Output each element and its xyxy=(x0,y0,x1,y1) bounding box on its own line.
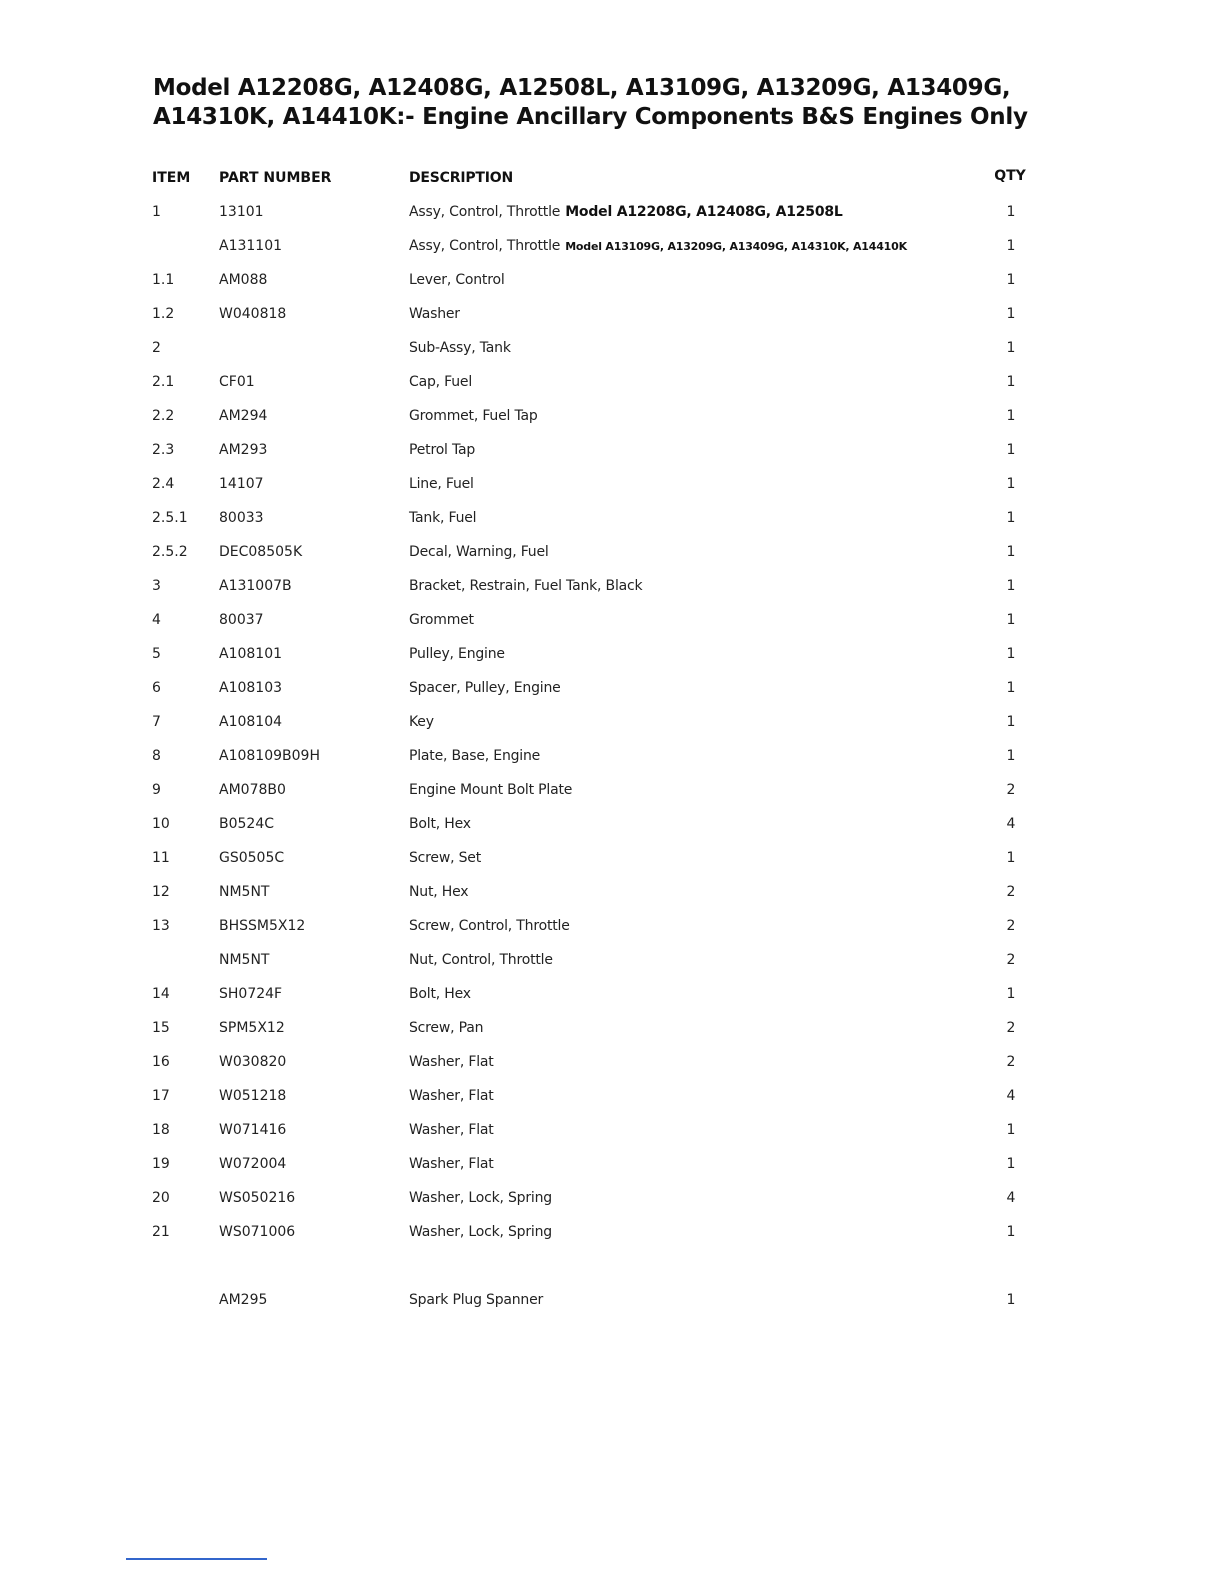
quantity: 1 xyxy=(1006,238,1016,254)
description-text: Line, Fuel xyxy=(409,476,474,492)
description-text: Decal, Warning, Fuel xyxy=(409,544,549,560)
table-row xyxy=(0,916,1224,936)
table-row xyxy=(0,780,1224,800)
item-number: 19 xyxy=(152,1156,170,1172)
part-number: WS071006 xyxy=(219,1224,296,1240)
description-text: Bolt, Hex xyxy=(409,986,471,1002)
description-text: Washer, Lock, Spring xyxy=(409,1224,552,1240)
table-row xyxy=(0,1120,1224,1140)
quantity: 1 xyxy=(1006,306,1016,322)
table-row xyxy=(0,814,1224,834)
part-number: SH0724F xyxy=(219,986,283,1002)
part-description xyxy=(409,542,549,562)
description-text: Bracket, Restrain, Fuel Tank, Black xyxy=(409,578,643,594)
column-header-item: ITEM xyxy=(152,170,191,186)
item-number: 18 xyxy=(152,1122,170,1138)
part-description xyxy=(409,406,538,426)
table-row xyxy=(0,1222,1224,1242)
footer-rule xyxy=(126,1558,267,1560)
item-number: 2.1 xyxy=(152,374,175,390)
table-row xyxy=(0,712,1224,732)
description-text: Tank, Fuel xyxy=(409,510,477,526)
item-number: 1.2 xyxy=(152,306,175,322)
quantity: 1 xyxy=(1006,578,1016,594)
column-header-description: DESCRIPTION xyxy=(409,170,513,186)
quantity: 2 xyxy=(1006,1020,1016,1036)
table-row xyxy=(0,440,1224,460)
part-number: W071416 xyxy=(219,1122,287,1138)
quantity: 2 xyxy=(1006,1054,1016,1070)
table-row xyxy=(0,338,1224,358)
table-row xyxy=(0,542,1224,562)
part-number: SPM5X12 xyxy=(219,1020,285,1036)
quantity: 1 xyxy=(1006,510,1016,526)
part-number: W072004 xyxy=(219,1156,287,1172)
item-number: 8 xyxy=(152,748,161,764)
quantity: 1 xyxy=(1006,544,1016,560)
part-description xyxy=(409,338,511,358)
part-number: W051218 xyxy=(219,1088,287,1104)
table-row xyxy=(0,950,1224,970)
quantity: 1 xyxy=(1006,340,1016,356)
table-row xyxy=(0,644,1224,664)
part-number: DEC08505K xyxy=(219,544,303,560)
quantity: 2 xyxy=(1006,918,1016,934)
item-number: 2 xyxy=(152,340,161,356)
part-number: AM295 xyxy=(219,1292,268,1308)
quantity: 1 xyxy=(1006,374,1016,390)
part-description xyxy=(409,270,505,290)
part-number: A108103 xyxy=(219,680,283,696)
part-description xyxy=(409,1290,543,1310)
part-description xyxy=(409,576,642,596)
description-text: Screw, Set xyxy=(409,850,481,866)
table-row xyxy=(0,848,1224,868)
table-row xyxy=(0,610,1224,630)
part-number: A108109B09H xyxy=(219,748,320,764)
table-row xyxy=(0,474,1224,494)
description-text: Nut, Hex xyxy=(409,884,469,900)
description-text: Grommet xyxy=(409,612,474,628)
description-text: Pulley, Engine xyxy=(409,646,505,662)
quantity: 1 xyxy=(1006,680,1016,696)
description-text: Washer, Lock, Spring xyxy=(409,1190,552,1206)
table-row xyxy=(0,508,1224,528)
description-text: Spark Plug Spanner xyxy=(409,1292,544,1308)
part-description xyxy=(409,848,481,868)
quantity: 4 xyxy=(1006,816,1016,832)
part-description xyxy=(409,372,472,392)
item-number: 11 xyxy=(152,850,170,866)
part-description xyxy=(409,1222,552,1242)
part-description xyxy=(409,440,475,460)
table-row xyxy=(0,1188,1224,1208)
quantity: 1 xyxy=(1006,408,1016,424)
part-number: A108101 xyxy=(219,646,283,662)
part-number: NM5NT xyxy=(219,952,270,968)
table-row xyxy=(0,678,1224,698)
table-row xyxy=(0,984,1224,1004)
table-row xyxy=(0,304,1224,324)
part-number: A108104 xyxy=(219,714,283,730)
part-number: 13101 xyxy=(219,204,264,220)
table-header xyxy=(0,168,1224,188)
column-header-part-number: PART NUMBER xyxy=(219,170,332,186)
column-header-qty: QTY xyxy=(994,168,1026,184)
model-reference: Model A13109G, A13209G, A13409G, A14310K, A14410K xyxy=(565,240,907,253)
description-text: Bolt, Hex xyxy=(409,816,471,832)
item-number: 1 xyxy=(152,204,161,220)
item-number: 9 xyxy=(152,782,161,798)
description-text: Washer xyxy=(409,306,460,322)
item-number: 16 xyxy=(152,1054,170,1070)
quantity: 1 xyxy=(1006,714,1016,730)
item-number: 20 xyxy=(152,1190,170,1206)
part-number: B0524C xyxy=(219,816,275,832)
part-description xyxy=(409,1052,494,1072)
table-row xyxy=(0,1154,1224,1174)
part-description xyxy=(409,780,572,800)
part-description xyxy=(409,1120,494,1140)
description-text: Spacer, Pulley, Engine xyxy=(409,680,561,696)
part-description xyxy=(409,644,505,664)
part-description xyxy=(409,1188,552,1208)
part-number: A131007B xyxy=(219,578,292,594)
quantity: 4 xyxy=(1006,1088,1016,1104)
item-number: 15 xyxy=(152,1020,170,1036)
part-number: 80033 xyxy=(219,510,264,526)
table-row xyxy=(0,1290,1224,1310)
quantity: 1 xyxy=(1006,1122,1016,1138)
quantity: 1 xyxy=(1006,204,1016,220)
part-number: AM088 xyxy=(219,272,268,288)
model-reference: Model A12208G, A12408G, A12508L xyxy=(565,204,843,220)
item-number: 2.4 xyxy=(152,476,175,492)
item-number: 10 xyxy=(152,816,170,832)
part-description xyxy=(409,950,553,970)
part-description xyxy=(409,814,471,834)
part-number: W040818 xyxy=(219,306,287,322)
description-text: Engine Mount Bolt Plate xyxy=(409,782,573,798)
table-row xyxy=(0,576,1224,596)
part-description xyxy=(409,712,434,732)
description-text: Screw, Pan xyxy=(409,1020,484,1036)
part-description xyxy=(409,474,474,494)
part-number: W030820 xyxy=(219,1054,287,1070)
item-number: 7 xyxy=(152,714,161,730)
description-text: Washer, Flat xyxy=(409,1088,494,1104)
description-text: Washer, Flat xyxy=(409,1122,494,1138)
part-description xyxy=(409,1086,494,1106)
item-number: 2.3 xyxy=(152,442,175,458)
part-number: 14107 xyxy=(219,476,264,492)
table-row xyxy=(0,746,1224,766)
quantity: 1 xyxy=(1006,748,1016,764)
item-number: 4 xyxy=(152,612,161,628)
quantity: 2 xyxy=(1006,952,1016,968)
quantity: 1 xyxy=(1006,1292,1016,1308)
item-number: 12 xyxy=(152,884,170,900)
part-number: GS0505C xyxy=(219,850,285,866)
part-description xyxy=(409,984,471,1004)
quantity: 1 xyxy=(1006,476,1016,492)
part-number: AM294 xyxy=(219,408,268,424)
description-text: Washer, Flat xyxy=(409,1054,494,1070)
item-number: 2.5.2 xyxy=(152,544,188,560)
part-description xyxy=(409,678,561,698)
part-number: CF01 xyxy=(219,374,255,390)
part-number: 80037 xyxy=(219,612,264,628)
description-text: Assy, Control, Throttle xyxy=(409,204,561,220)
part-number: A131101 xyxy=(219,238,283,254)
description-text: Sub-Assy, Tank xyxy=(409,340,511,356)
description-text: Screw, Control, Throttle xyxy=(409,918,570,934)
description-text: Lever, Control xyxy=(409,272,505,288)
item-number: 5 xyxy=(152,646,161,662)
quantity: 2 xyxy=(1006,782,1016,798)
table-row xyxy=(0,406,1224,426)
item-number: 21 xyxy=(152,1224,170,1240)
item-number: 14 xyxy=(152,986,170,1002)
part-description xyxy=(409,508,476,528)
quantity: 1 xyxy=(1006,1156,1016,1172)
item-number: 2.5.1 xyxy=(152,510,188,526)
table-row xyxy=(0,236,1224,256)
part-number: AM293 xyxy=(219,442,268,458)
part-description xyxy=(409,304,460,324)
quantity: 1 xyxy=(1006,1224,1016,1240)
item-number: 1.1 xyxy=(152,272,175,288)
item-number: 13 xyxy=(152,918,170,934)
page-title: Model A12208G, A12408G, A12508L, A13109G, A13209G, A13409G, A14310K, A14410K:- Engine Ancillary Components B&S Engines Only xyxy=(153,75,1028,130)
quantity: 2 xyxy=(1006,884,1016,900)
part-description xyxy=(409,236,907,257)
description-text: Plate, Base, Engine xyxy=(409,748,541,764)
quantity: 1 xyxy=(1006,986,1016,1002)
part-number: WS050216 xyxy=(219,1190,296,1206)
quantity: 1 xyxy=(1006,442,1016,458)
description-text: Nut, Control, Throttle xyxy=(409,952,553,968)
part-description xyxy=(409,746,540,766)
table-row xyxy=(0,1018,1224,1038)
item-number: 6 xyxy=(152,680,161,696)
part-description xyxy=(409,610,474,630)
description-text: Grommet, Fuel Tap xyxy=(409,408,538,424)
description-text: Washer, Flat xyxy=(409,1156,494,1172)
description-text: Petrol Tap xyxy=(409,442,476,458)
description-text: Key xyxy=(409,714,434,730)
table-row xyxy=(0,372,1224,392)
quantity: 1 xyxy=(1006,612,1016,628)
quantity: 4 xyxy=(1006,1190,1016,1206)
table-row xyxy=(0,882,1224,902)
description-text: Cap, Fuel xyxy=(409,374,473,390)
table-row xyxy=(0,202,1224,222)
quantity: 1 xyxy=(1006,850,1016,866)
item-number: 2.2 xyxy=(152,408,175,424)
table-row xyxy=(0,1052,1224,1072)
part-number: AM078B0 xyxy=(219,782,286,798)
table-row xyxy=(0,1086,1224,1106)
part-description xyxy=(409,1018,483,1038)
part-description xyxy=(409,1154,494,1174)
item-number: 17 xyxy=(152,1088,170,1104)
table-row xyxy=(0,270,1224,290)
quantity: 1 xyxy=(1006,646,1016,662)
part-description xyxy=(409,202,843,222)
item-number: 3 xyxy=(152,578,161,594)
part-description xyxy=(409,916,570,936)
part-number: BHSSM5X12 xyxy=(219,918,306,934)
part-number: NM5NT xyxy=(219,884,270,900)
quantity: 1 xyxy=(1006,272,1016,288)
description-text: Assy, Control, Throttle xyxy=(409,238,561,254)
part-description xyxy=(409,882,468,902)
